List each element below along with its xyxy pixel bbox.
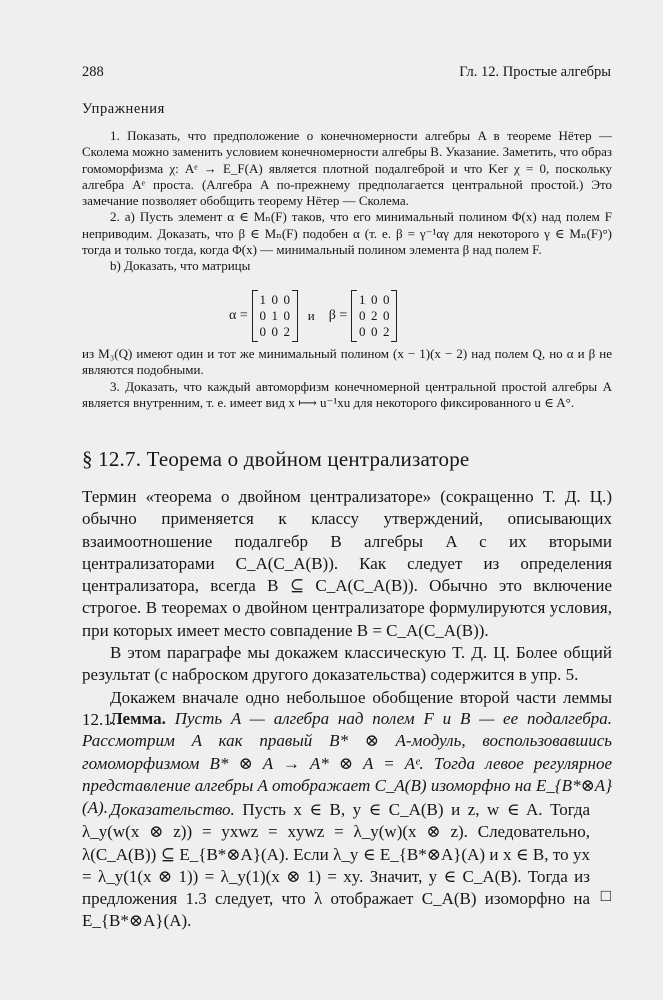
- and-word: и: [307, 308, 315, 323]
- proof-paragraph: [82, 799, 590, 933]
- beta-matrix: [351, 290, 397, 342]
- paragraph-lemma-intro: Докажем вначале одно небольшое обобщение второй части леммы 12.1.: [82, 687, 612, 729]
- exercise-2-conclusion: из M₃(Q) имеют один и тот же минимальный полином (x − 1)(x − 2) над полем Q, но α и β не являются подобными.: [82, 346, 612, 378]
- exercise-1: 1. Показать, что предположение о конечномерности алгебры A в теореме Нётер — Сколема можно заменить условием конечномерности алгебры B. Указание. Заметить, что образ гомоморфизма χ: Aᵉ → E_F(A) является плотной подалгеброй и что Ker χ = 0, поскольку алгебра Aᵉ проста. (Алгебра A по-прежнему предполагается центральной простой.) Это замечание позволяет обобщить теорему Нётер — Сколема.: [82, 128, 612, 209]
- matrix-display: [225, 288, 397, 344]
- matrix-cell: 0: [271, 324, 278, 339]
- proof-word: Доказательство.: [110, 800, 235, 819]
- exercise-2b: b) Доказать, что матрицы: [110, 258, 251, 274]
- matrix-cell: 0: [358, 308, 366, 323]
- matrix-cell: 0: [370, 292, 378, 307]
- matrix-cell: 0: [382, 292, 390, 307]
- qed-symbol: □: [600, 886, 611, 905]
- paragraph-intro: Термин «теорема о двойном централизаторе» (сокращенно Т. Д. Ц.) обычно применяется к классу утверждений, описывающих взаимоотношение подалгебр B алгебры A с их вторыми централизаторами C_A(C_A(B)). Как следует из определения централизатора, всегда B ⊆ C_A(C_A(B)). Обычно это включение строгое. В теоремах о двойном централизаторе формулируются условия, при которых имеет место совпадение B = C_A(C_A(B)).: [82, 487, 612, 640]
- matrix-cell: 1: [259, 292, 266, 307]
- matrix-cell: 0: [259, 324, 266, 339]
- matrix-cell: 2: [370, 308, 378, 323]
- beta-label: β =: [328, 308, 348, 323]
- matrix-cell: 2: [382, 324, 390, 339]
- alpha-matrix: [252, 290, 298, 342]
- section-heading: § 12.7. Теорема о двойном централизаторе: [82, 447, 470, 471]
- matrix-cell: 0: [370, 324, 378, 339]
- matrix-cell: 0: [271, 292, 278, 307]
- lemma-body: Пусть A — алгебра над полем F и B — ее подалгебра. Рассмотрим A как правый B* ⊗ A-модуль, воспользовавшись гомоморфизмом B* ⊗ A → A* ⊗ A = Aᵉ. Тогда левое регулярное представление алгебры A отображает C_A(B) изоморфно на E_{B*⊗A}(A).: [82, 709, 612, 818]
- matrix-cell: 0: [283, 292, 290, 307]
- running-head: [82, 64, 611, 84]
- page-number: 288: [82, 64, 104, 80]
- chapter-title: Гл. 12. Простые алгебры: [459, 64, 611, 80]
- alpha-label: α =: [229, 308, 248, 323]
- lemma-title: Лемма.: [110, 709, 166, 728]
- matrix-cell: 1: [358, 292, 366, 307]
- exercises-block: [82, 128, 612, 275]
- exercise-3: 3. Доказать, что каждый автоморфизм конечномерной центральной простой алгебры A является внутренним, т. е. имеет вид x ⟼ u⁻¹xu для некоторого фиксированного u ∈ A°.: [82, 378, 612, 410]
- matrix-cell: 0: [382, 308, 390, 323]
- exercises-heading: Упражнения: [82, 101, 165, 117]
- exercises-block-continued: [82, 346, 612, 411]
- proof-body: Пусть x ∈ B, y ∈ C_A(B) и z, w ∈ A. Тогда λ_y(w(x ⊗ z)) = yxwz = xywz = λ_y(w)(x ⊗ z). Следовательно, λ(C_A(B)) ⊆ E_{B*⊗A}(A). Если λ_y ∈ E_{B*⊗A}(A) и x ∈ B, то yx = λ_y(1(x ⊗ 1)) = λ_y(1)(x ⊗ 1) = xy. Значит, y ∈ C_A(B). Тогда из предложения 1.3 следует, что λ отображает C_A(B) изоморфно на E_{B*⊗A}(A).: [82, 800, 591, 931]
- proof-block: [82, 799, 590, 933]
- matrix-cell: 0: [283, 308, 290, 323]
- paragraph-plan: В этом параграфе мы докажем классическую Т. Д. Ц. Более общий результат (с наброском другого доказательства) содержится в упр. 5.: [82, 643, 612, 685]
- matrix-cell: 0: [358, 324, 366, 339]
- matrix-cell: 1: [271, 308, 278, 323]
- exercise-2a: 2. a) Пусть элемент α ∈ Mₙ(F) таков, что его минимальный полином Φ(x) над полем F неприводим. Доказать, что β ∈ Mₙ(F) подобен α (т. е. β = γ⁻¹αγ для некоторого γ ∈ Mₙ(F)°) тогда и только тогда, когда Φ(x) — минимальный полином элемента β над полем F.: [82, 209, 612, 258]
- matrix-cell: 0: [259, 308, 266, 323]
- matrix-cell: 2: [283, 324, 290, 339]
- section-body: [82, 486, 612, 731]
